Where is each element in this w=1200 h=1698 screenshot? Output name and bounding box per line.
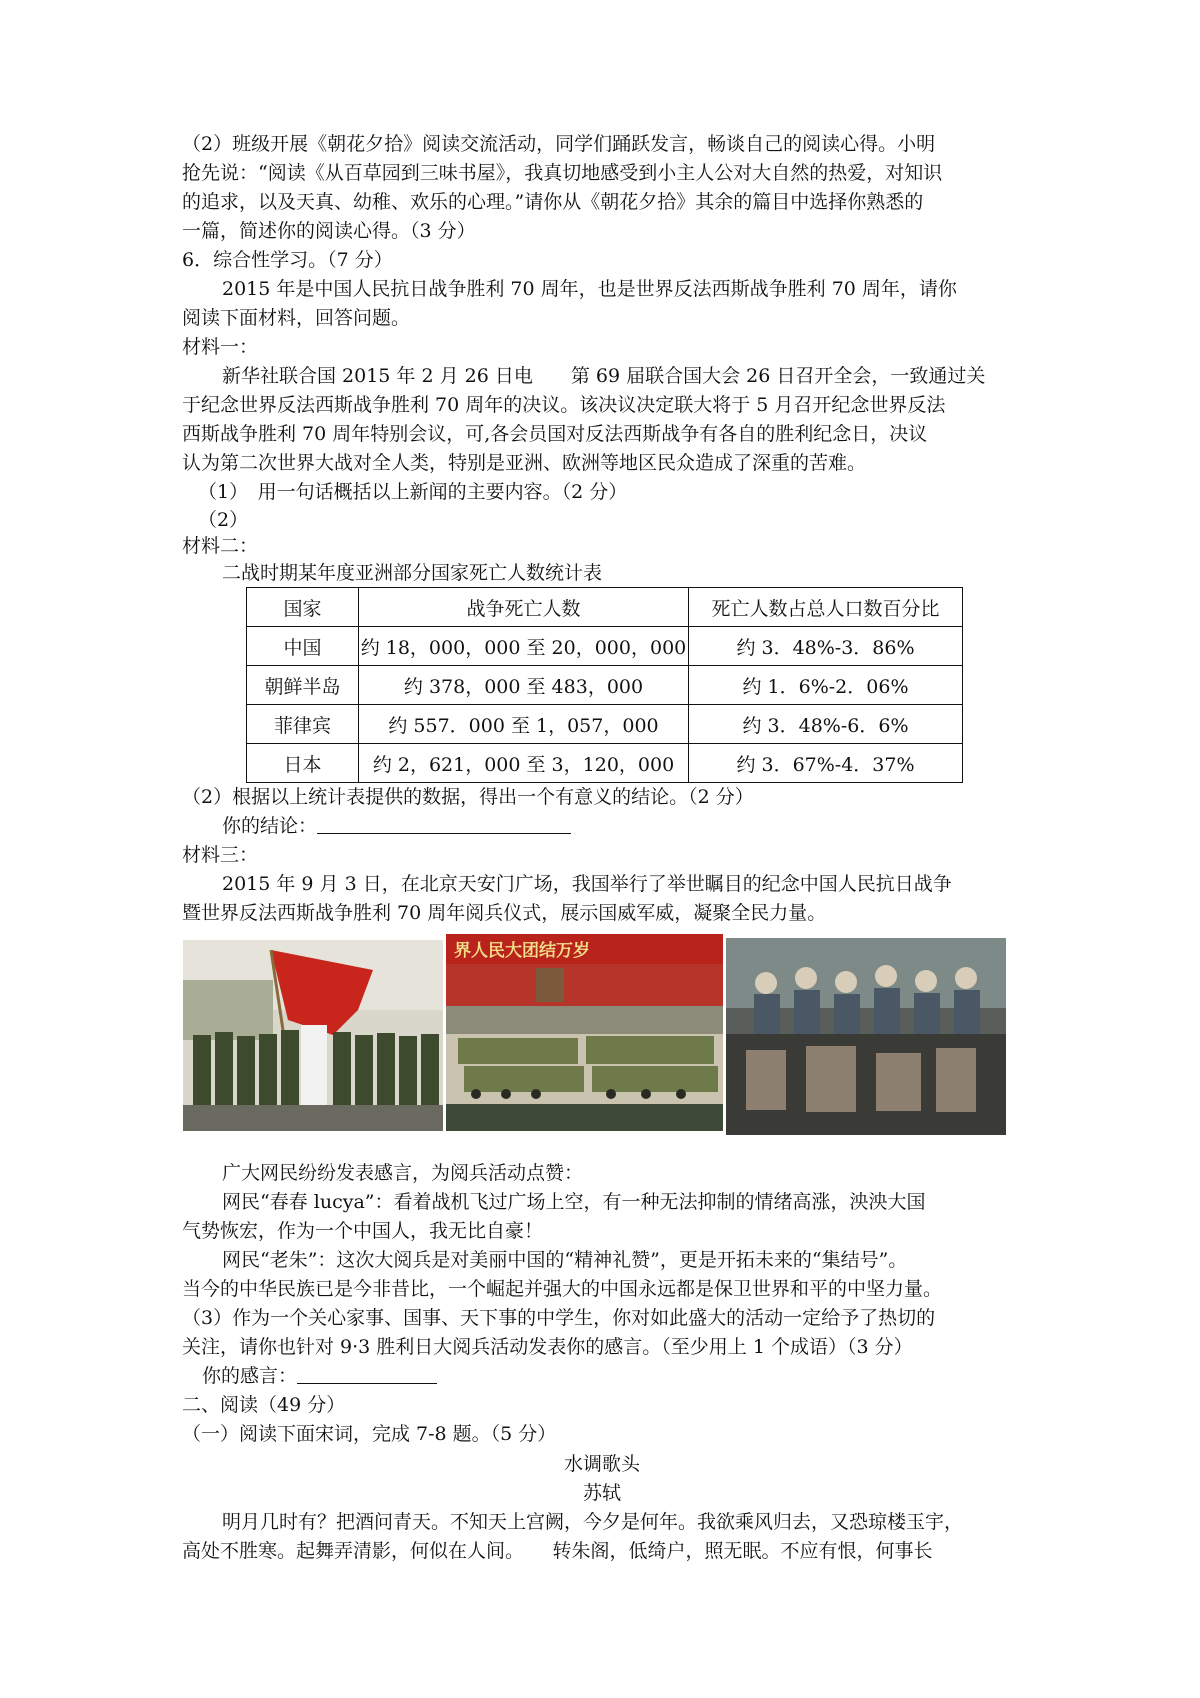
material-1-line-1: 新华社联合国 2015 年 2 月 26 日电 第 69 届联合国大会 26 日召开全会，一致通过关 bbox=[222, 365, 986, 387]
material-1-question-2: （2） bbox=[198, 509, 249, 531]
poem-line-2: 高处不胜寒。起舞弄清影，何似在人间。 转朱阁，低绮户，照无眠。不应有恨，何事长 bbox=[182, 1540, 933, 1562]
table-cell: 约 557．000 至 1，057，000 bbox=[359, 705, 689, 744]
material-3-question-line-1: （3）作为一个关心家事、国事、天下事的中学生，你对如此盛大的活动一定给予了热切的 bbox=[182, 1307, 936, 1329]
comment-1-line-2: 气势恢宏，作为一个中国人，我无比自豪！ bbox=[182, 1220, 544, 1242]
poem-title: 水调歌头 bbox=[563, 1453, 640, 1475]
table-cell: 约 3．48%-6．6% bbox=[689, 705, 963, 744]
q5-2-line-1: （2）班级开展《朝花夕拾》阅读交流活动，同学们踊跃发言，畅谈自己的阅读心得。小明 bbox=[182, 133, 936, 155]
parade-flag-photo bbox=[183, 940, 443, 1131]
table-caption: 二战时期某年度亚洲部分国家死亡人数统计表 bbox=[222, 562, 603, 584]
parade-vehicles-photo bbox=[446, 934, 723, 1131]
material-3-question-line-2: 关注，请你也针对 9·3 胜利日大阅兵活动发表你的感言。（至少用上 1 个成语）（3 分） bbox=[182, 1336, 913, 1358]
feeling-label: 你的感言： bbox=[202, 1365, 298, 1387]
comment-1-line-1: 网民“春春 lucya”：看着战机飞过广场上空，有一种无法抑制的情绪高涨，泱泱大国 bbox=[222, 1191, 926, 1213]
part-2-subtitle: （一）阅读下面宋词，完成 7-8 题。（5 分） bbox=[182, 1423, 557, 1445]
table-row bbox=[247, 666, 963, 705]
table-cell: 中国 bbox=[247, 627, 359, 666]
table-cell: 约 1．6%-2．06% bbox=[689, 666, 963, 705]
table-cell: 约 2，621，000 至 3，120，000 bbox=[359, 744, 689, 783]
table-row bbox=[247, 705, 963, 744]
material-1-label: 材料一： bbox=[182, 336, 259, 358]
conclusion-blank[interactable] bbox=[317, 815, 571, 834]
material-1-line-4: 认为第二次世界大战对全人类，特别是亚洲、欧洲等地区民众造成了深重的苦难。 bbox=[182, 452, 867, 474]
q5-2-line-4: 一篇，简述你的阅读心得。（3 分） bbox=[182, 220, 476, 242]
comments-intro: 广大网民纷纷发表感言，为阅兵活动点赞： bbox=[222, 1162, 584, 1184]
table-cell: 约 3．67%-4．37% bbox=[689, 744, 963, 783]
table-header-cell: 战争死亡人数 bbox=[359, 588, 689, 627]
comment-2-line-1: 网民“老朱”：这次大阅兵是对美丽中国的“精神礼赞”，更是开拓未来的“集结号”。 bbox=[222, 1249, 908, 1271]
material-2-label: 材料二： bbox=[182, 535, 259, 557]
table-header-cell: 国家 bbox=[247, 588, 359, 627]
death-statistics-table bbox=[246, 587, 963, 783]
feeling-blank[interactable] bbox=[297, 1365, 437, 1384]
poem-author: 苏轼 bbox=[582, 1482, 621, 1504]
parade-veterans-photo bbox=[726, 938, 1006, 1135]
part-2-title: 二、阅读（49 分） bbox=[182, 1394, 346, 1416]
table-cell: 约 18，000，000 至 20，000，000 bbox=[359, 627, 689, 666]
table-row bbox=[247, 744, 963, 783]
table-cell: 朝鲜半岛 bbox=[247, 666, 359, 705]
material-1-line-3: 西斯战争胜利 70 周年特别会议，可,各会员国对反法西斯战争有各自的胜利纪念日，决议 bbox=[182, 423, 928, 445]
table-header-row bbox=[247, 588, 963, 627]
table-row bbox=[247, 627, 963, 666]
table-cell: 约 378，000 至 483，000 bbox=[359, 666, 689, 705]
table-cell: 日本 bbox=[247, 744, 359, 783]
material-3-line-2: 暨世界反法西斯战争胜利 70 周年阅兵仪式，展示国威军威，凝聚全民力量。 bbox=[182, 902, 827, 924]
poem-line-1: 明月几时有？把酒问青天。不知天上宫阙，今夕是何年。我欲乘风归去，又恐琼楼玉宇， bbox=[222, 1511, 964, 1533]
q6-intro-line-2: 阅读下面材料，回答问题。 bbox=[182, 307, 411, 329]
material-1-question-1: （1） 用一句话概括以上新闻的主要内容。（2 分） bbox=[198, 481, 628, 503]
feeling-answer-line bbox=[202, 1363, 1042, 1390]
q5-2-line-3: 的追求，以及天真、幼稚、欢乐的心理。”请你从《朝花夕拾》其余的篇目中选择你熟悉的 bbox=[182, 191, 924, 213]
q6-title: 6．综合性学习。（7 分） bbox=[182, 249, 393, 271]
q5-2-line-2: 抢先说：“阅读《从百草园到三味书屋》，我真切地感受到小主人公对大自然的热爱，对知识 bbox=[182, 162, 943, 184]
comment-2-line-2: 当今的中华民族已是今非昔比，一个崛起并强大的中国永远都是保卫世界和平的中坚力量。 bbox=[182, 1278, 943, 1300]
material-1-line-2: 于纪念世界反法西斯战争胜利 70 周年的决议。该决议决定联大将于 5 月召开纪念世界反法 bbox=[182, 394, 946, 416]
banner-text: 界人民大团结万岁 bbox=[454, 941, 590, 961]
conclusion-label: 你的结论： bbox=[222, 815, 318, 837]
material-2-question: （2）根据以上统计表提供的数据，得出一个有意义的结论。（2 分） bbox=[182, 786, 754, 808]
table-header-cell: 死亡人数占总人口数百分比 bbox=[689, 588, 963, 627]
table-cell: 菲律宾 bbox=[247, 705, 359, 744]
conclusion-answer-line bbox=[222, 813, 1022, 840]
table-cell: 约 3．48%-3．86% bbox=[689, 627, 963, 666]
q6-intro-line-1: 2015 年是中国人民抗日战争胜利 70 周年，也是世界反法西斯战争胜利 70 周年，请你 bbox=[222, 278, 957, 300]
material-3-line-1: 2015 年 9 月 3 日，在北京天安门广场，我国举行了举世瞩目的纪念中国人民抗日战争 bbox=[222, 873, 952, 895]
material-3-label: 材料三： bbox=[182, 844, 259, 866]
